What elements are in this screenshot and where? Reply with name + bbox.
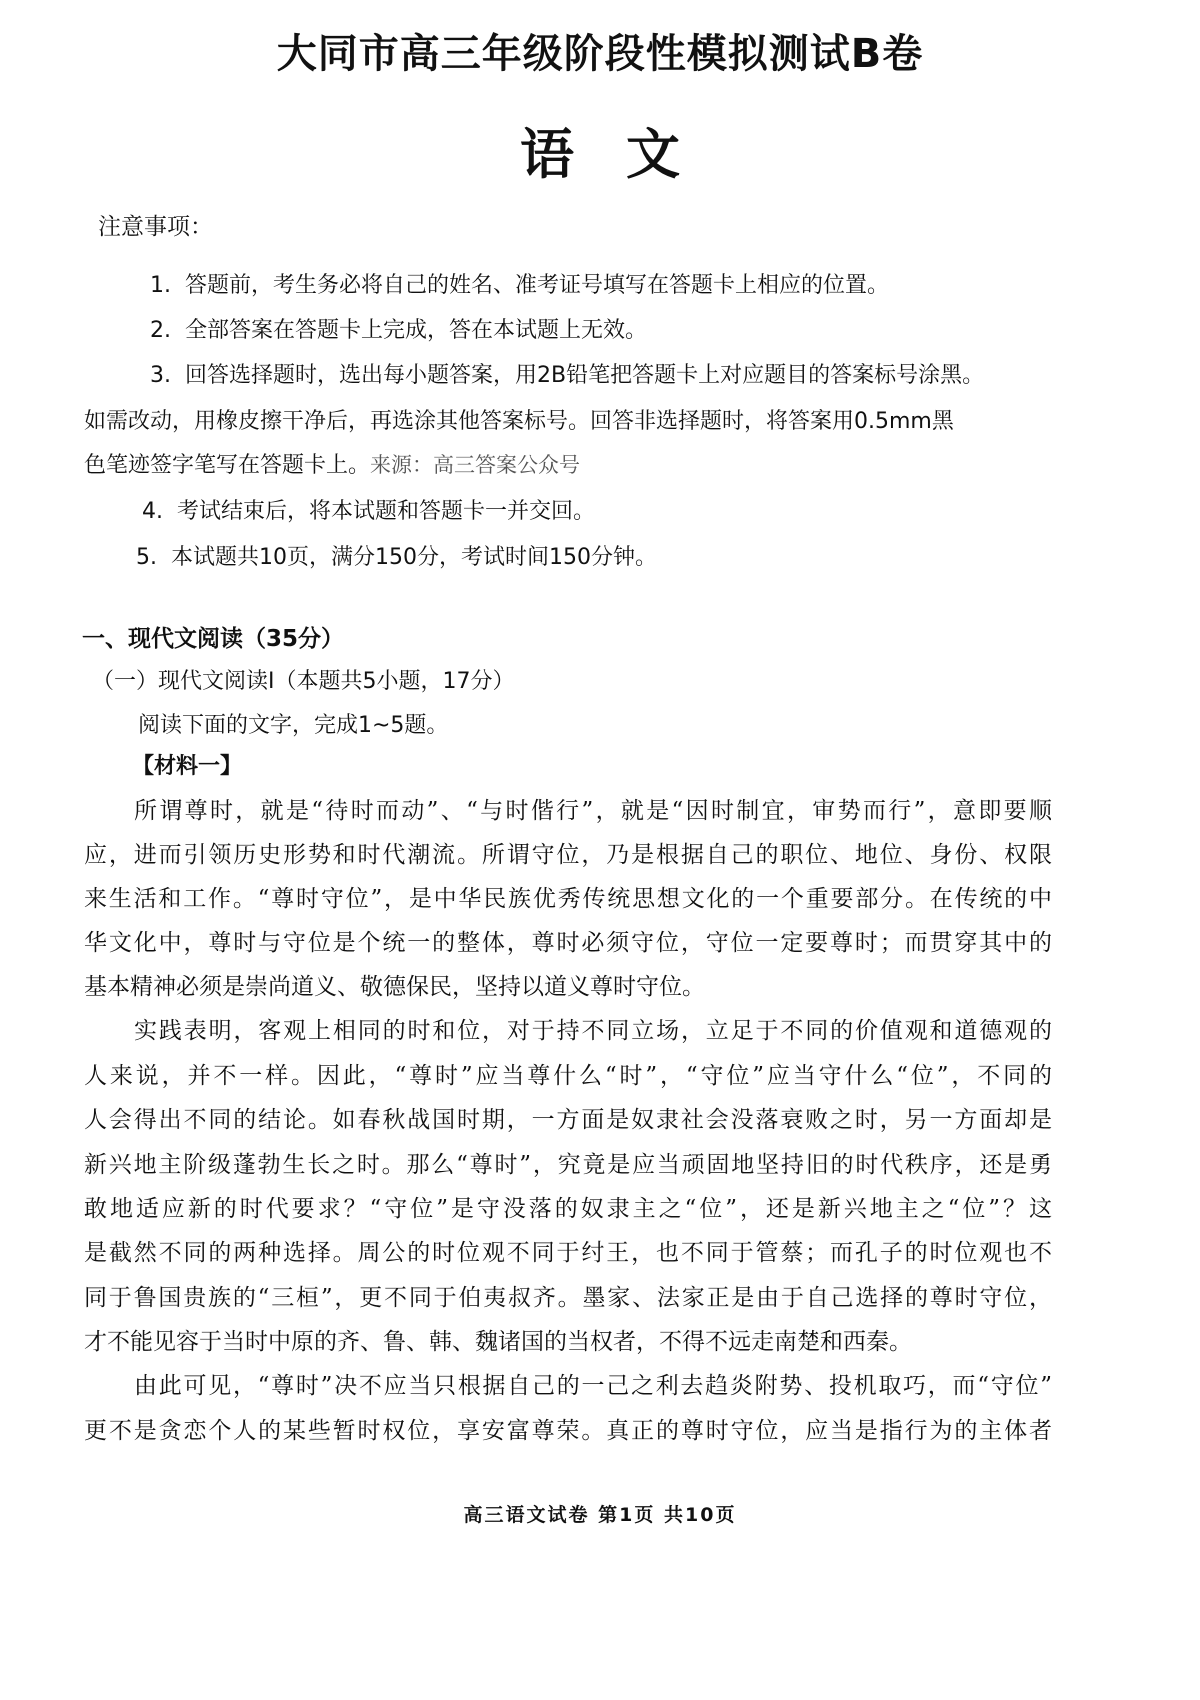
notice-item-text: 考试结束后，将本试题和答题卡一并交回。 — [177, 499, 596, 524]
subsection-heading: （一）现代文阅读Ⅰ（本题共5小题，17分） — [92, 669, 515, 694]
page-footer: 高三语文试卷 第1页 共10页 — [463, 1504, 737, 1526]
passage-line: 华文化中，尊时与守位是个统一的整体，尊时必须守位，守位一定要尊时；而贯穿其中的 — [84, 930, 1052, 956]
notice-item-2 — [150, 313, 647, 344]
notice-item-3 — [150, 358, 984, 389]
passage-line: 更不是贪恋个人的某些暂时权位，享安富尊荣。真正的尊时守位，应当是指行为的主体者 — [84, 1418, 1052, 1444]
passage-line: 敢地适应新的时代要求？“守位”是守没落的奴隶主之“位”，还是新兴地主之“位”？这 — [84, 1196, 1052, 1222]
notice-heading: 注意事项： — [98, 214, 213, 240]
notice-item-3-line-3 — [84, 448, 580, 479]
notice-item-5 — [136, 540, 657, 571]
passage-line: 实践表明，客观上相同的时和位，对于持不同立场，立足于不同的价值观和道德观的 — [134, 1018, 1052, 1044]
notice-item-text: 答题前，考生务必将自己的姓名、准考证号填写在答题卡上相应的位置。 — [185, 273, 890, 298]
notice-item-text: 回答选择题时，选出每小题答案，用2B铅笔把答题卡上对应题目的答案标号涂黑。 — [185, 363, 985, 388]
passage-line: 由此可见，“尊时”决不应当只根据自己的一己之利去趋炎附势、投机取巧，而“守位” — [134, 1373, 1052, 1399]
passage-line: 才不能见容于当时中原的齐、鲁、韩、魏诸国的当权者，不得不远走南楚和西秦。 — [84, 1329, 912, 1355]
notice-item-text: 色笔迹签字笔写在答题卡上。 — [84, 453, 371, 478]
passage-line: 新兴地主阶级蓬勃生长之时。那么“尊时”，究竟是应当顽固地坚持旧的时代秩序，还是勇 — [84, 1152, 1052, 1178]
passage-line: 人来说，并不一样。因此，“尊时”应当尊什么“时”，“守位”应当守什么“位”，不同的 — [84, 1063, 1052, 1089]
passage-line: 人会得出不同的结论。如春秋战国时期，一方面是奴隶社会没落衰败之时，另一方面却是 — [84, 1107, 1052, 1133]
passage-line: 同于鲁国贵族的“三桓”，更不同于伯夷叔齐。墨家、法家正是由于自己选择的尊时守位， — [84, 1285, 1052, 1311]
notice-item-number: 5. — [136, 545, 157, 570]
passage-line: 所谓尊时，就是“待时而动”、“与时偕行”，就是“因时制宜，审势而行”，意即要顺 — [134, 798, 1052, 824]
source-note: 来源：高三答案公众号 — [370, 453, 581, 477]
notice-item-1 — [150, 268, 889, 299]
notice-item-3-line-2: 如需改动，用橡皮擦干净后，再选涂其他答案标号。回答非选择题时，将答案用0.5mm黑 — [84, 409, 954, 434]
notice-item-number: 3. — [150, 363, 171, 388]
section-heading: 一、现代文阅读（35分） — [82, 626, 345, 652]
exam-title: 大同市高三年级阶段性模拟测试B卷 — [276, 31, 924, 77]
subject-title: 语文 — [520, 123, 732, 186]
notice-item-4 — [142, 494, 595, 525]
material-label: 【材料一】 — [132, 754, 243, 779]
notice-item-number: 1. — [150, 273, 171, 298]
passage-line: 基本精神必须是崇尚道义、敬德保民，坚持以道义尊时守位。 — [84, 974, 705, 1000]
notice-item-text: 全部答案在答题卡上完成，答在本试题上无效。 — [185, 318, 648, 343]
passage-line: 来生活和工作。“尊时守位”，是中华民族优秀传统思想文化的一个重要部分。在传统的中 — [84, 886, 1052, 912]
reading-instruction: 阅读下面的文字，完成1~5题。 — [138, 713, 449, 738]
passage-line: 应，进而引领历史形势和时代潮流。所谓守位，乃是根据自己的职位、地位、身份、权限 — [84, 842, 1052, 868]
notice-item-number: 4. — [142, 499, 163, 524]
notice-item-number: 2. — [150, 318, 171, 343]
notice-item-text: 本试题共10页，满分150分，考试时间150分钟。 — [171, 545, 657, 570]
passage-line: 是截然不同的两种选择。周公的时位观不同于纣王，也不同于管蔡；而孔子的时位观也不 — [84, 1240, 1052, 1266]
